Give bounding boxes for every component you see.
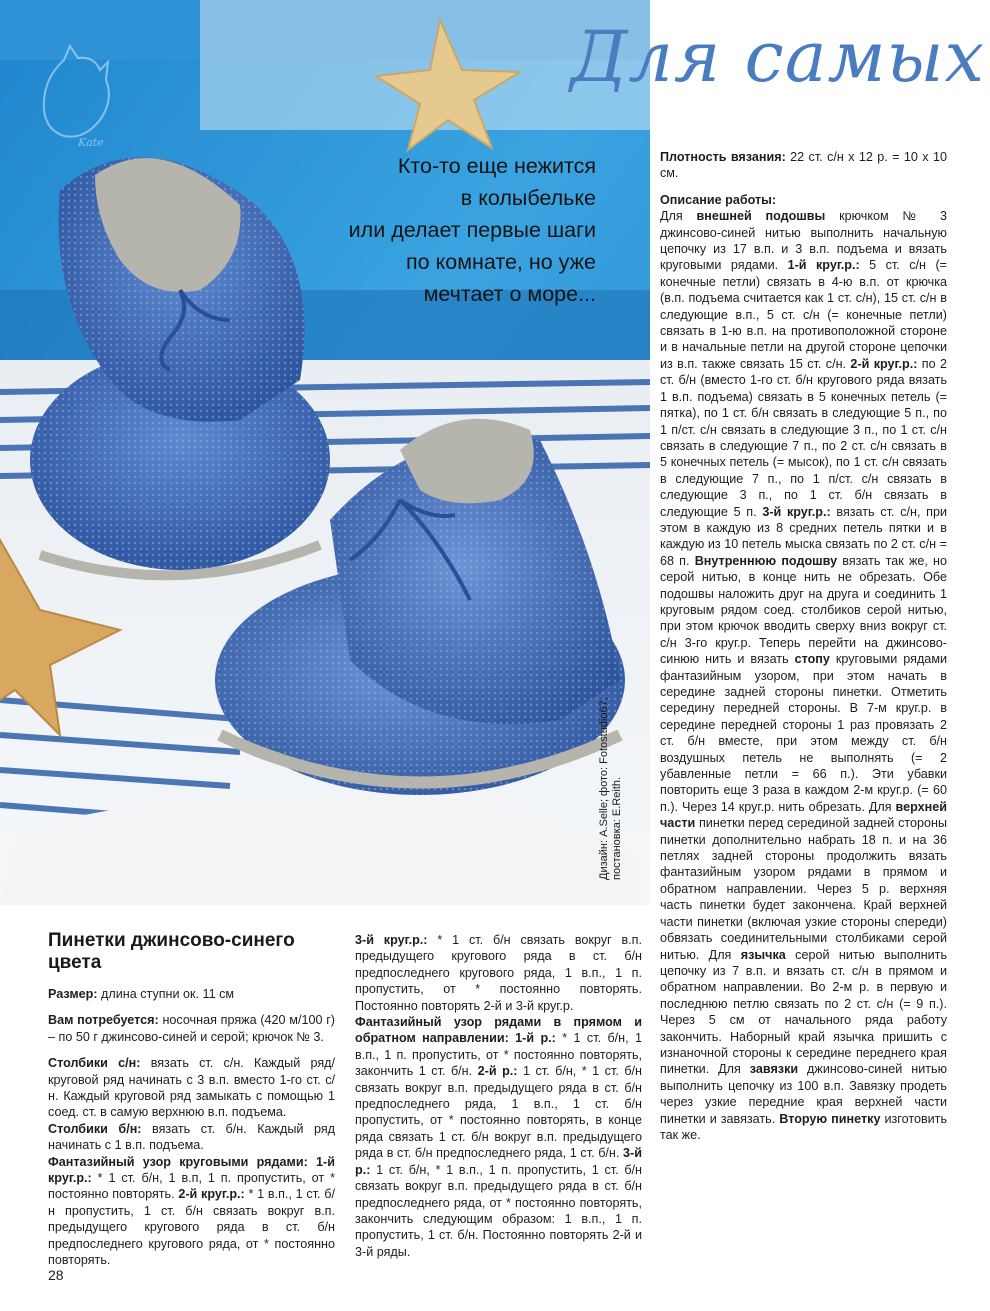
- fancy-rows-r3-label: 3-й р.:: [355, 1146, 642, 1177]
- intro-text: [300, 150, 596, 310]
- watermark-text: Kate: [78, 136, 104, 149]
- intro-line: по комнате, но уже: [406, 250, 596, 274]
- work-text: вязать так же, но серой нитью, в конце нить не обрезать. Обе подошвы наложить друг на друга и соединить 1 круговым рядом соед. столбиков серой нитью, при этом крючок вводить сверху вниз вокруг ст. с/н 3-го круг.р. Теперь перейти на джинсово-синюю нить и вязать: [660, 553, 948, 667]
- fancy-rows-paragraph: [355, 1014, 642, 1260]
- work-text: 5 ст. с/н (= конечные петли) связать в 4-ю в.п. от крючка (в.п. подъема считается как 1 ст. с/н), 15 ст. с/н в следующие в.п., 5 ст. с/н (= конечные петли) связать в 1-ю в.п. на противоположной стороне и в начальные петли на другой стороне цепочки из в.п. также связать 15 ст. с/н.: [660, 258, 948, 371]
- fancy-rows-r2-text: 1 ст. б/н, * 1 ст. б/н связать вокруг в.п. предыдущего ряда в ст. б/н предпоследнего ряда, 1 в.п., 1 ст. б/н пропустить, от * постоянно повторять, в конце ряда связать 1 ст. б/н вокруг в.п. предыдущего ряда в ст. б/н предпоследнего ряда, 1 ст. б/н.: [355, 1064, 643, 1161]
- work-text: изготовить так же.: [660, 1111, 948, 1142]
- work-label: Описание работы:: [660, 192, 777, 207]
- watermark-logo: [34, 40, 122, 160]
- work-paragraph: [660, 208, 947, 1143]
- size-label: Размер:: [48, 987, 98, 1001]
- article-title: Пинетки джинсово-синего цвета: [48, 930, 295, 973]
- dc-paragraph: [48, 1055, 335, 1121]
- fancy-round-paragraph: [48, 1154, 335, 1269]
- round-3-label: 3-й круг.р.:: [762, 504, 831, 519]
- size-text: длина ступни ок. 11 см: [101, 987, 235, 1001]
- density-text: 22 ст. с/н х 12 р. = 10 х 10 см.: [660, 150, 947, 181]
- inner-sole-label: Внутреннюю подошву: [694, 553, 838, 568]
- foot-label: стопу: [794, 652, 830, 667]
- work-text: Для: [660, 209, 683, 224]
- sc-text: вязать ст. б/н. Каждый ряд начинать с 1 в.п. подъема.: [48, 1121, 335, 1153]
- text-column-2: [355, 932, 642, 1260]
- fancy-round-label: Фантазийный узор круговыми рядами: 1-й круг.р.:: [48, 1154, 335, 1186]
- page-number: 28: [48, 1267, 64, 1283]
- second-bootie-label: Вторую пинетку: [779, 1111, 881, 1126]
- round-1-label: 1-й круг.р.:: [787, 258, 860, 273]
- fancy-rows-r3-text: 1 ст. б/н, * 1 в.п., 1 п. пропустить, 1 ст. б/н связать вокруг в.п. предыдущего ряда в ст. б/н предпоследнего ряда, от * постоянно повторять, закончить следующим образом: 1 в.п., 1 п. пропустить, 1 ст. б/н. Постоянно повторять 2-й и 3-й ряды.: [355, 1162, 643, 1259]
- work-heading: [660, 192, 947, 208]
- materials-text: носочная пряжа (420 м/100 г) – по 50 г джинсово-синей и серой; крючок № 3.: [48, 1013, 335, 1044]
- fancy-round-r2-text: * 1 в.п., 1 ст. б/н пропустить, 1 ст. б/н связать вокруг в.п. предыдущего кругового ряда в ст. б/н предпоследнего кругового ряда, от * постоянно повторять.: [48, 1187, 335, 1268]
- fancy-rows-label: Фантазийный узор рядами в прямом и обратном направлении: 1-й р.:: [355, 1015, 642, 1046]
- dc-text: вязать ст. с/н. Каждый ряд/круговой ряд начинать с 3 в.п. вместо 1-го ст. с/н. Каждый круговой ряд замыкать с помощью 1 соед. ст. в самую верхнюю в.п. подъема.: [48, 1056, 336, 1120]
- intro-line: мечтает о море...: [423, 282, 596, 306]
- work-text: вязать ст. с/н, при этом в каждую из 8 средних петель пятки и в каждую из 10 петель мыска связать по 2 ст. с/н = 68 п.: [660, 504, 948, 568]
- intro-line: или делает первые шаги: [348, 218, 596, 242]
- materials-paragraph: [48, 1012, 335, 1045]
- work-text: по 2 ст. б/н (вместо 1-го ст. б/н кругового ряда вязать 1 в.п. подъема) связать в 5 конечных петель (= пятка), по 1 ст. б/н связать в следующие 5 п., по 1 п/ст. с/н связать в следующие 3 п., по 1 ст. с/н связать в следующие 7 п., по 2 ст. с/н связать в 5 конечных петель (= мысок), по 1 ст. с/н связать в следующие 7 п., по 1 п/ст. с/н связать в следующие 3 п., по 1 ст. б/н связать в следующие 5 п.: [660, 356, 947, 519]
- sc-label: Столбики б/н:: [48, 1121, 142, 1136]
- round-2-label: 2-й круг.р.:: [850, 356, 918, 371]
- photo-credits: [598, 697, 624, 880]
- ties-label: завязки: [749, 1062, 799, 1077]
- intro-line: в колыбельке: [460, 186, 596, 210]
- text-column-3: [660, 149, 947, 1143]
- density-label: Плотность вязания:: [660, 150, 786, 164]
- fancy-rows-r2-label: 2-й р.:: [477, 1064, 518, 1079]
- hero-photo: [0, 0, 650, 905]
- dc-label: Столбики с/н:: [48, 1056, 141, 1071]
- fancy-round-text: * 1 ст. б/н, 1 в.п, 1 п. пропустить, от * постоянно повторять.: [48, 1171, 335, 1202]
- size-paragraph: [48, 986, 335, 1002]
- outer-sole-label: внешней подошвы: [696, 209, 826, 224]
- credits-line-1: Дизайн: A.Selle; фото: Fotostudio67;: [598, 697, 610, 880]
- text-column-1: [48, 930, 335, 1269]
- upper-part-label: верхней части: [660, 799, 948, 831]
- fancy-round-cont-paragraph: [355, 932, 642, 1014]
- fancy-round-r3-text: * 1 ст. б/н связать вокруг в.п. предыдущего кругового ряда в ст. б/н предпоследнего кругового ряда, 1 в.п., 1 п. пропустить, от * постоянно повторять. Постоянно повторять 2-й и 3-й круг.р.: [355, 933, 642, 1013]
- materials-label: Вам потребуется:: [48, 1013, 159, 1028]
- work-text: круговыми рядами фантазийным узором, при этом начать в середине задней стороны пинетки. Отметить середину передней стороны. В 7-м круг.р. в середине передней стороны 1 раз провязать 2 ст. б/н вместе, при этом между ст. б/н воздушных петель не выполнять (= 2 убавленные петли = 66 п.). Эти убавки повторить еще 3 раза в каждом 2-м круг.р. (= 60 п.). Через 14 круг.р. нить обрезать. Для: [660, 652, 948, 814]
- work-text: серой нитью выполнить цепочку из 7 в.п. и вязать ст. с/н в прямом и обратном направлении. Во 2-м р. в первую и последнюю петлю связать по 2 ст. с/н (= 9 п.). Через 5 см от начального ряда работу закончить. Наборный край язычка пришить с изнаночной стороны к середине переднего края пинетки. Для: [660, 947, 948, 1077]
- fancy-round-r2-label: 2-й круг.р.:: [178, 1187, 245, 1202]
- tongue-label: язычка: [740, 947, 786, 962]
- fancy-rows-r1-text: * 1 ст. б/н, 1 в.п., 1 п. пропустить, от * постоянно повторять, закончить 1 ст. б/н.: [355, 1031, 642, 1079]
- intro-line: Кто-то еще нежится: [397, 154, 596, 178]
- fancy-round-r3-label: 3-й круг.р.:: [355, 933, 428, 947]
- density-paragraph: [660, 149, 947, 182]
- sc-paragraph: [48, 1121, 335, 1154]
- work-text: пинетки перед серединой задней стороны пинетки дополнительно набрать 18 п. и на 36 петлях задней стороны продолжить вязать фантазийным узором рядами в прямом и обратном направлении. Через 5 р. верхняя часть пинетки будет закончена. Край верхней части пинетки (включая узкие стороны спереди) обвязать соединительными столбиками серой нитью. Для: [660, 816, 948, 962]
- credits-line-2: постановка: E.Reith.: [611, 776, 623, 880]
- work-text: крючком № 3 джинсово-синей нитью выполнить начальную цепочку из 17 в.п. и 3 в.п. подъема и вязать круговыми рядами.: [660, 209, 948, 273]
- headline: Для самых: [570, 16, 985, 98]
- work-text: джинсово-синей нитью выполнить цепочку из 100 в.п. Завязку продеть через узкие передние края верхней части пинетки и завязать.: [660, 1062, 948, 1126]
